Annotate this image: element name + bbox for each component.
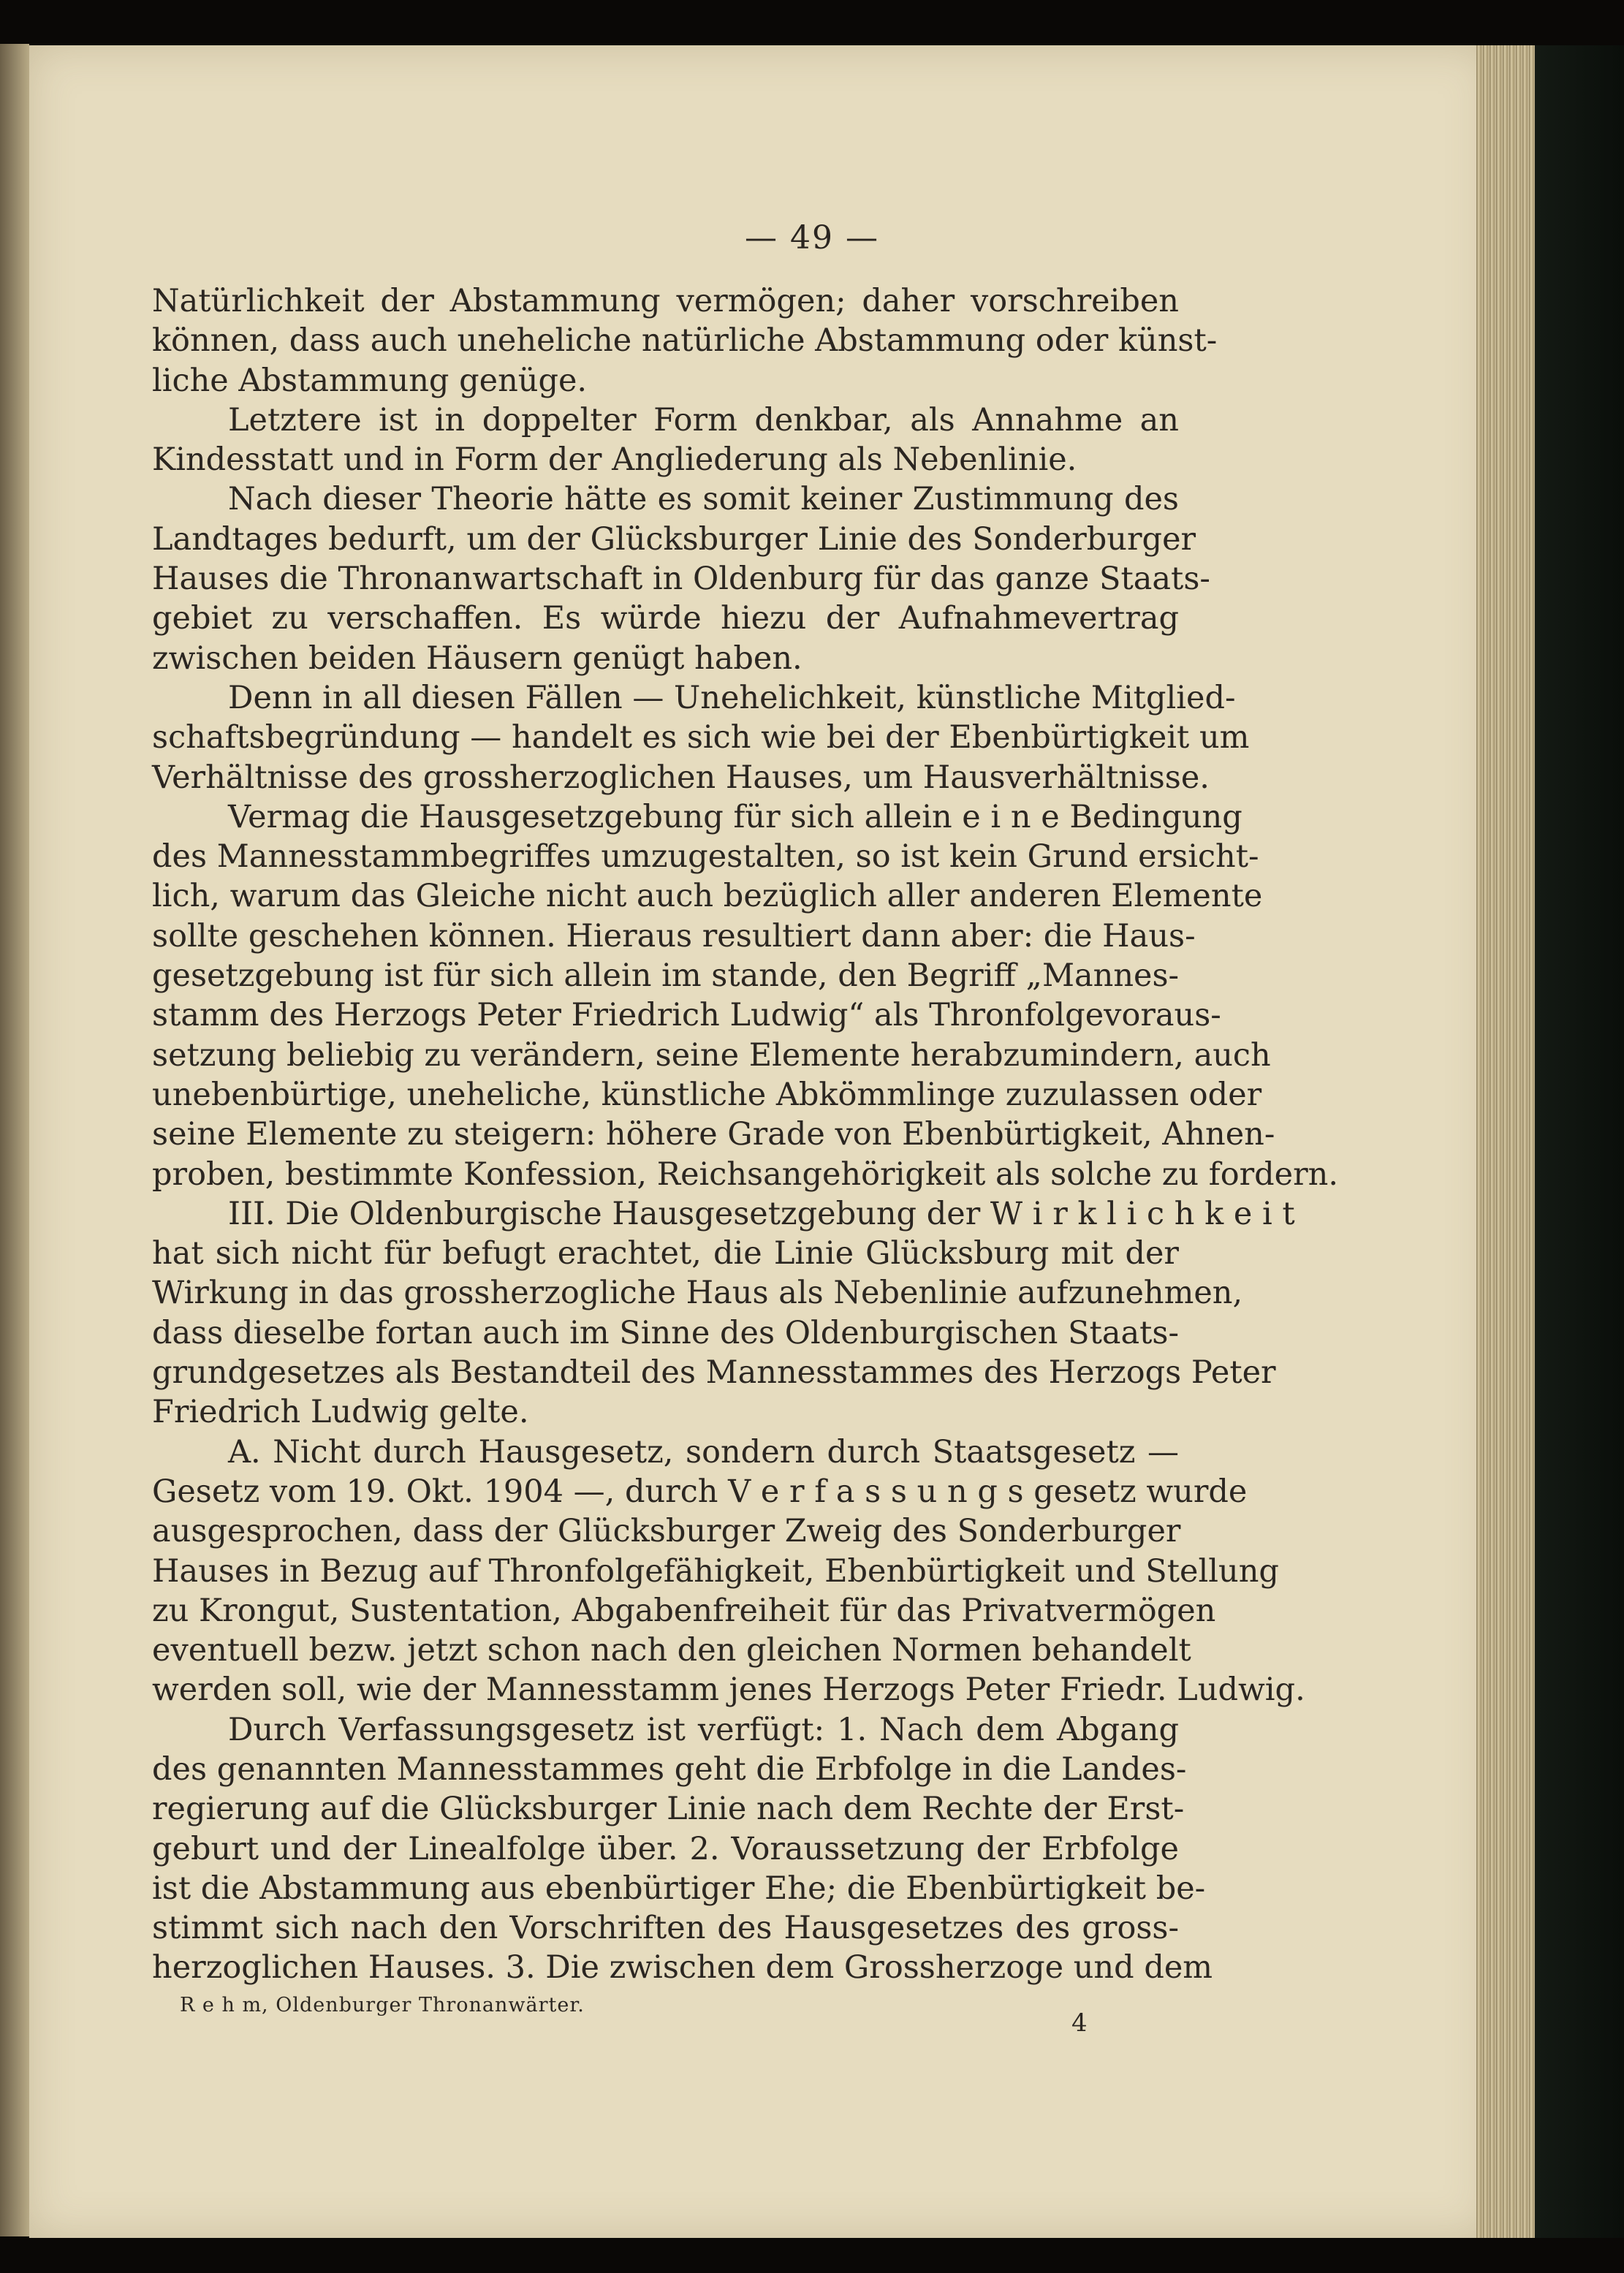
text-line: zu Krongut, Sustentation, Abgabenfreiheit für das Privatvermögen — [152, 1592, 1216, 1629]
text-line: Nach dieser Theorie hätte es somit keiner Zustimmung des — [228, 481, 1179, 518]
text-line: Gesetz vom 19. Okt. 1904 —, durch V e r f a s s u n g s gesetz wurde — [152, 1473, 1248, 1510]
text-line: Letztere ist in doppelter Form denkbar, als Annahme an — [228, 401, 1179, 439]
text-line: gesetzgebung ist für sich allein im stande, den Begriff „Mannes- — [152, 957, 1180, 995]
text-line: können, dass auch uneheliche natürliche Abstammung oder künst- — [152, 322, 1218, 360]
text-line: Kindesstatt und in Form der Angliederung als Nebenlinie. — [152, 441, 1077, 479]
text-line: des genannten Mannesstammes geht die Erbfolge in die Landes- — [152, 1750, 1187, 1788]
text-line: seine Elemente zu steigern: höhere Grade von Ebenbürtigkeit, Ahnen- — [152, 1116, 1275, 1153]
text-line: regierung auf die Glücksburger Linie nach dem Rechte der Erst- — [152, 1791, 1185, 1828]
text-line: unebenbürtige, uneheliche, künstliche Abkömmlinge zuzulassen oder — [152, 1076, 1262, 1113]
text-line: herzoglichen Hauses. 3. Die zwischen dem Grossherzoge und dem — [152, 1949, 1213, 1986]
text-line: Verhältnisse des grossherzoglichen Hauses, um Hausverhältnisse. — [152, 759, 1210, 796]
text-line: dass dieselbe fortan auch im Sinne des Oldenburgischen Staats- — [152, 1314, 1179, 1351]
text-line: III. Die Oldenburgische Hausgesetzgebung der W i r k l i c h k e i t — [228, 1195, 1295, 1232]
text-line: Denn in all diesen Fällen — Unehelichkeit, künstliche Mitglied- — [228, 679, 1236, 716]
text-line: eventuell bezw. jetzt schon nach den gleichen Normen behandelt — [152, 1632, 1191, 1669]
text-line: schaftsbegründung — handelt es sich wie bei der Ebenbürtigkeit um — [152, 719, 1250, 756]
text-line: lich, warum das Gleiche nicht auch bezüglich aller anderen Elemente — [152, 878, 1263, 915]
text-line: proben, bestimmte Konfession, Reichsangehörigkeit als solche zu fordern. — [152, 1156, 1339, 1193]
text-line: gebiet zu verschaffen. Es würde hiezu der Aufnahmevertrag — [152, 600, 1179, 637]
text-line: A. Nicht durch Hausgesetz, sondern durch Staatsgesetz — — [228, 1433, 1179, 1471]
text-line: stamm des Herzogs Peter Friedrich Ludwig“ als Thronfolgevoraus- — [152, 997, 1221, 1034]
sheet-number: 4 — [1071, 2008, 1088, 2038]
text-line: Hauses in Bezug auf Thronfolgefähigkeit, Ebenbürtigkeit und Stellung — [152, 1552, 1279, 1590]
text-line: setzung beliebig zu verändern, seine Elemente herabzumindern, auch — [152, 1036, 1271, 1074]
text-line: ausgesprochen, dass der Glücksburger Zweig des Sonderburger — [152, 1513, 1181, 1550]
book-spine — [1535, 45, 1624, 2238]
text-line: Friedrich Ludwig gelte. — [152, 1394, 529, 1431]
text-line: geburt und der Linealfolge über. 2. Voraussetzung der Erbfolge — [152, 1830, 1179, 1867]
text-line: hat sich nicht für befugt erachtet, die Linie Glücksburg mit der — [152, 1235, 1179, 1272]
text-line: stimmt sich nach den Vorschriften des Hausgesetzes des gross- — [152, 1910, 1179, 1947]
text-line: Natürlichkeit der Abstammung vermögen; daher vorschreiben — [152, 283, 1179, 319]
text-line: liche Abstammung genüge. — [152, 362, 588, 399]
text-line: Hauses die Thronanwartschaft in Oldenburg für das ganze Staats- — [152, 561, 1210, 598]
text-line: zwischen beiden Häusern genügt haben. — [152, 640, 802, 677]
text-line: werden soll, wie der Mannesstamm jenes Herzogs Peter Friedr. Ludwig. — [152, 1671, 1305, 1709]
text-line: ist die Abstammung aus ebenbürtiger Ehe; die Ebenbürtigkeit be- — [152, 1870, 1206, 1907]
text-line: Wirkung in das grossherzogliche Haus als Nebenlinie aufzunehmen, — [152, 1275, 1243, 1312]
body-text — [152, 281, 1339, 1988]
text-line: grundgesetzes als Bestandteil des Mannesstammes des Herzogs Peter — [152, 1354, 1276, 1392]
page-number-header: — 49 — — [745, 219, 879, 257]
signature-footer: R e h m, Oldenburger Thronanwärter. — [180, 1994, 585, 2016]
text-line: Vermag die Hausgesetzgebung für sich allein e i n e Bedingung — [228, 798, 1242, 835]
text-line: Landtages bedurft, um der Glücksburger Linie des Sonderburger — [152, 520, 1196, 558]
previous-page-edge — [0, 44, 29, 2236]
text-line: des Mannesstammbegriffes umzugestalten, so ist kein Grund ersicht- — [152, 838, 1259, 876]
page-stack-edges — [1476, 45, 1535, 2238]
text-line: sollte geschehen können. Hieraus resultiert dann aber: die Haus- — [152, 917, 1196, 955]
text-line: Durch Verfassungsgesetz ist verfügt: 1. Nach dem Abgang — [228, 1711, 1179, 1748]
